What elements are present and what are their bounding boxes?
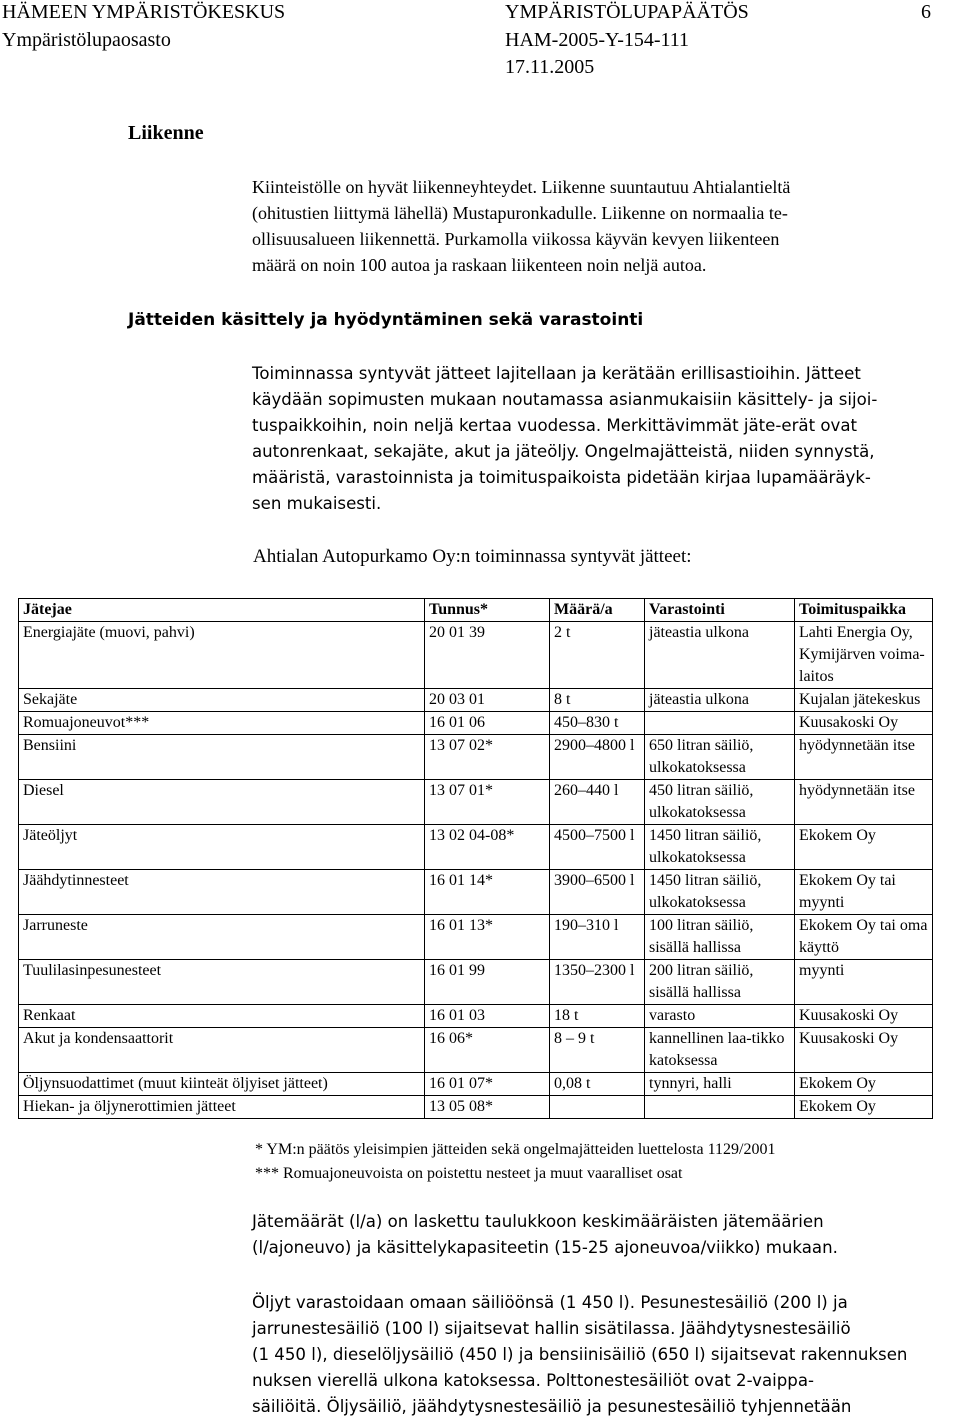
- cell-storage: kannellinen laa-tikko katoksessa: [645, 1028, 795, 1073]
- cell-fraction: Renkaat: [19, 1005, 425, 1028]
- waste-line: käydään sopimusten mukaan noutamassa asianmukaisiin käsittely- ja sijoi-: [252, 390, 878, 409]
- header-doc-type: YMPÄRISTÖLUPAPÄÄTÖS: [505, 1, 749, 23]
- cell-storage: 1450 litran säiliö, ulkokatoksessa: [645, 870, 795, 915]
- cell-code: 13 07 01*: [425, 780, 550, 825]
- cell-fraction: Energiajäte (muovi, pahvi): [19, 622, 425, 689]
- cell-fraction: Romuajoneuvot***: [19, 712, 425, 735]
- table-row: [19, 1073, 933, 1096]
- cell-amount: 190–310 l: [550, 915, 645, 960]
- cell-storage: jäteastia ulkona: [645, 622, 795, 689]
- calc-line: Jätemäärät (l/a) on laskettu taulukkoon keskimääräisten jätemäärien: [252, 1212, 824, 1231]
- cell-destination: Ekokem Oy: [795, 1096, 933, 1119]
- traffic-paragraph: [252, 174, 790, 278]
- cell-destination: Ekokem Oy: [795, 825, 933, 870]
- waste-line: Toiminnassa syntyvät jätteet lajitellaan ja kerätään erillisastioihin. Jätteet: [252, 364, 861, 383]
- cell-code: 16 01 13*: [425, 915, 550, 960]
- cell-code: 13 07 02*: [425, 735, 550, 780]
- cell-storage: jäteastia ulkona: [645, 689, 795, 712]
- cell-code: 13 02 04-08*: [425, 825, 550, 870]
- cell-destination: Ekokem Oy tai myynti: [795, 870, 933, 915]
- calc-line: (l/ajoneuvo) ja käsittelykapasiteetin (15-25 ajoneuvoa/viikko) mukaan.: [252, 1238, 838, 1257]
- table-row: [19, 825, 933, 870]
- cell-amount: 260–440 l: [550, 780, 645, 825]
- col-header-fraction: Jätejae: [19, 599, 425, 622]
- cell-fraction: Jäteöljyt: [19, 825, 425, 870]
- cell-amount: [550, 1096, 645, 1119]
- cell-fraction: Hiekan- ja öljynerottimien jätteet: [19, 1096, 425, 1119]
- table-row: [19, 689, 933, 712]
- waste-line: sen mukaisesti.: [252, 494, 382, 513]
- cell-storage: 100 litran säiliö, sisällä hallissa: [645, 915, 795, 960]
- cell-storage: [645, 1096, 795, 1119]
- cell-amount: 8 t: [550, 689, 645, 712]
- waste-table: [18, 598, 933, 1119]
- cell-code: 16 01 07*: [425, 1073, 550, 1096]
- cell-code: 16 01 99: [425, 960, 550, 1005]
- waste-paragraph: [252, 361, 877, 517]
- footnote-code: * YM:n päätös yleisimpien jätteiden sekä ongelmajätteiden luettelosta 1129/2001: [255, 1141, 776, 1158]
- cell-storage: 1450 litran säiliö, ulkokatoksessa: [645, 825, 795, 870]
- table-row: [19, 735, 933, 780]
- cell-amount: 450–830 t: [550, 712, 645, 735]
- cell-amount: 8 – 9 t: [550, 1028, 645, 1073]
- cell-destination: Kuusakoski Oy: [795, 1005, 933, 1028]
- cell-fraction: Sekajäte: [19, 689, 425, 712]
- cell-destination: Kuusakoski Oy: [795, 1028, 933, 1073]
- cell-code: 16 06*: [425, 1028, 550, 1073]
- waste-line: autonrenkaat, sekajäte, akut ja jäteöljy. Ongelmajätteistä, niiden synnystä,: [252, 442, 875, 461]
- cell-fraction: Bensiini: [19, 735, 425, 780]
- cell-fraction: Öljynsuodattimet (muut kiinteät öljyiset jätteet): [19, 1073, 425, 1096]
- cell-code: 16 01 06: [425, 712, 550, 735]
- table-row: [19, 780, 933, 825]
- traffic-line: (ohitustien liittymä lähellä) Mustapuronkadulle. Liikenne on normaalia te-: [252, 203, 788, 223]
- storage-line: Öljyt varastoidaan omaan säiliöönsä (1 450 l). Pesunestesäiliö (200 l) ja: [252, 1293, 848, 1312]
- traffic-line: määrä on noin 100 autoa ja raskaan liikenteen noin neljä autoa.: [252, 255, 707, 275]
- table-row: [19, 960, 933, 1005]
- cell-destination: myynti: [795, 960, 933, 1005]
- calc-paragraph: [252, 1209, 838, 1261]
- cell-destination: Ekokem Oy: [795, 1073, 933, 1096]
- table-caption: Ahtialan Autopurkamo Oy:n toiminnassa syntyvät jätteet:: [253, 546, 692, 567]
- storage-paragraph: [252, 1290, 907, 1420]
- traffic-line: Kiinteistölle on hyvät liikenneyhteydet. Liikenne suuntautuu Ahtialantieltä: [252, 177, 791, 197]
- cell-code: 20 01 39: [425, 622, 550, 689]
- col-header-destination: Toimituspaikka: [795, 599, 933, 622]
- cell-destination: hyödynnetään itse: [795, 780, 933, 825]
- cell-destination: Kujalan jätekeskus: [795, 689, 933, 712]
- cell-destination: Kuusakoski Oy: [795, 712, 933, 735]
- cell-storage: 200 litran säiliö, sisällä hallissa: [645, 960, 795, 1005]
- col-header-storage: Varastointi: [645, 599, 795, 622]
- cell-destination: Lahti Energia Oy, Kymijärven voima-laitos: [795, 622, 933, 689]
- storage-line: jarrunestesäiliö (100 l) sijaitsevat hallin sisätilassa. Jäähdytysnestesäiliö: [252, 1319, 851, 1338]
- header-date: 17.11.2005: [505, 56, 595, 78]
- cell-amount: 18 t: [550, 1005, 645, 1028]
- cell-storage: tynnyri, halli: [645, 1073, 795, 1096]
- cell-fraction: Jarruneste: [19, 915, 425, 960]
- cell-destination: hyödynnetään itse: [795, 735, 933, 780]
- header-unit: Ympäristölupaosasto: [2, 29, 171, 51]
- cell-code: 16 01 03: [425, 1005, 550, 1028]
- cell-storage: [645, 712, 795, 735]
- table-row: [19, 622, 933, 689]
- page-number: 6: [921, 1, 931, 23]
- table-row: [19, 1028, 933, 1073]
- waste-line: määristä, varastoinnista ja toimituspaikoista pidetään kirjaa lupamääräyk-: [252, 468, 871, 487]
- traffic-heading: Liikenne: [128, 122, 204, 144]
- cell-code: 13 05 08*: [425, 1096, 550, 1119]
- cell-amount: 4500–7500 l: [550, 825, 645, 870]
- col-header-amount: Määrä/a: [550, 599, 645, 622]
- table-row: [19, 712, 933, 735]
- cell-storage: varasto: [645, 1005, 795, 1028]
- table-row: [19, 915, 933, 960]
- footnote-vehicles: *** Romuajoneuvoista on poistettu nesteet ja muut vaaralliset osat: [255, 1165, 683, 1182]
- cell-amount: 3900–6500 l: [550, 870, 645, 915]
- storage-line: nuksen vierellä ulkona katoksessa. Polttonestesäiliöt ovat 2-vaippa-: [252, 1371, 814, 1390]
- waste-heading: Jätteiden käsittely ja hyödyntäminen sekä varastointi: [128, 310, 644, 330]
- storage-line: (1 450 l), dieselöljysäiliö (450 l) ja bensiinisäiliö (650 l) sijaitsevat rakennuksen: [252, 1345, 908, 1364]
- table-header-row: [19, 599, 933, 622]
- traffic-line: ollisuusalueen liikennettä. Purkamolla viikossa käyvän kevyen liikenteen: [252, 229, 780, 249]
- cell-code: 20 03 01: [425, 689, 550, 712]
- cell-amount: 2 t: [550, 622, 645, 689]
- table-row: [19, 1096, 933, 1119]
- cell-fraction: Jäähdytinnesteet: [19, 870, 425, 915]
- col-header-code: Tunnus*: [425, 599, 550, 622]
- cell-amount: 0,08 t: [550, 1073, 645, 1096]
- cell-amount: 1350–2300 l: [550, 960, 645, 1005]
- cell-destination: Ekokem Oy tai oma käyttö: [795, 915, 933, 960]
- waste-line: tuspaikkoihin, noin neljä kertaa vuodessa. Merkittävimmät jäte-erät ovat: [252, 416, 857, 435]
- cell-amount: 2900–4800 l: [550, 735, 645, 780]
- cell-storage: 450 litran säiliö, ulkokatoksessa: [645, 780, 795, 825]
- cell-fraction: Akut ja kondensaattorit: [19, 1028, 425, 1073]
- header-doc-number: HAM-2005-Y-154-111: [505, 29, 690, 51]
- cell-code: 16 01 14*: [425, 870, 550, 915]
- header-org: HÄMEEN YMPÄRISTÖKESKUS: [2, 1, 286, 23]
- storage-line: säiliöitä. Öljysäiliö, jäähdytysnestesäiliö ja pesunestesäiliö tyhjennetään: [252, 1397, 852, 1416]
- table-row: [19, 1005, 933, 1028]
- table-row: [19, 870, 933, 915]
- cell-storage: 650 litran säiliö, ulkokatoksessa: [645, 735, 795, 780]
- cell-fraction: Diesel: [19, 780, 425, 825]
- cell-fraction: Tuulilasinpesunesteet: [19, 960, 425, 1005]
